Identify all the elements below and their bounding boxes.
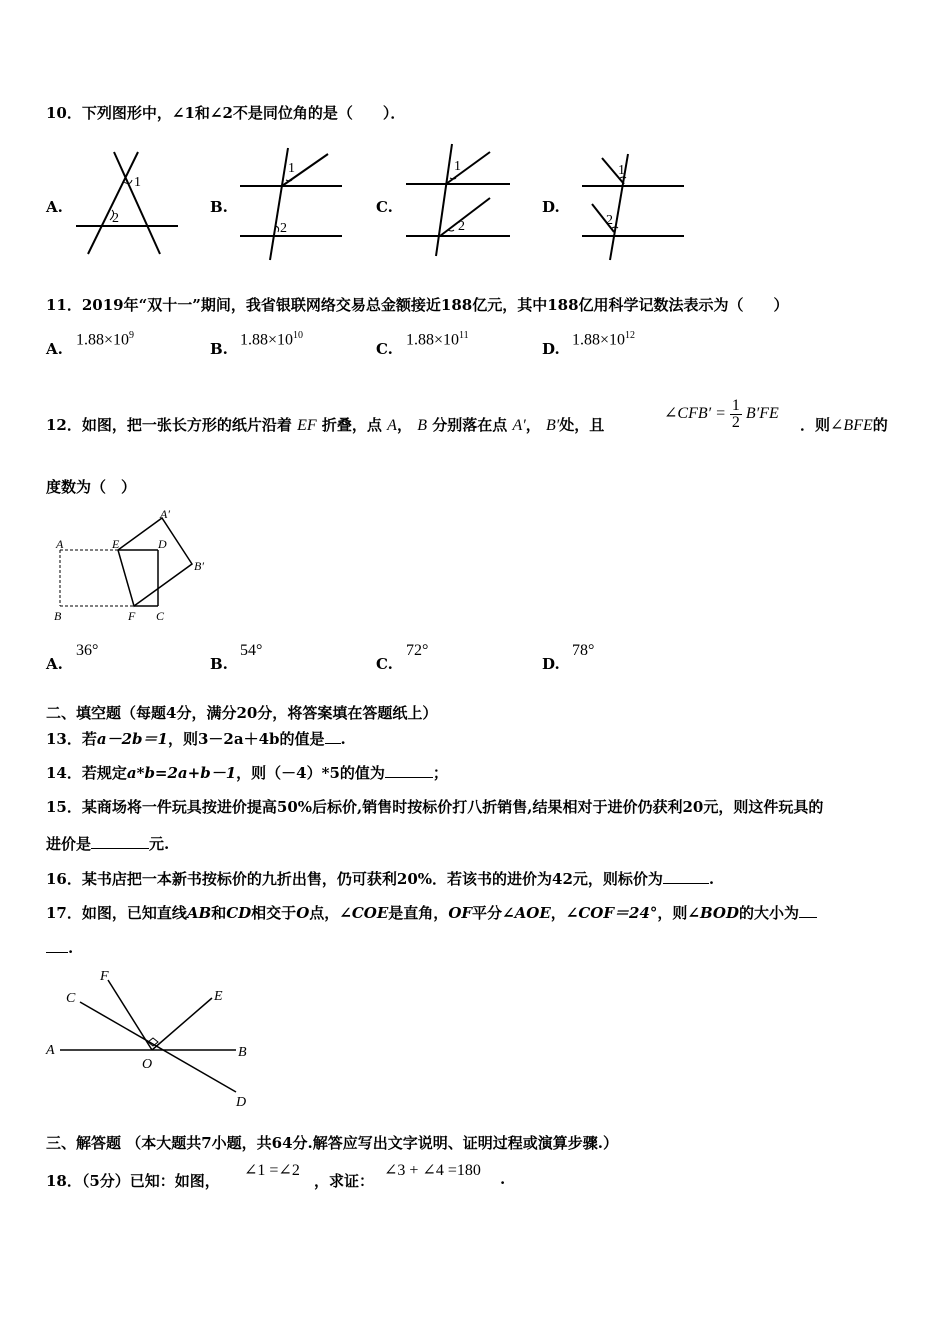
q12-option-c-value: 72° <box>406 642 429 659</box>
q12-option-c-label[interactable]: C. <box>376 655 393 673</box>
q12-fig-label-a-prime: A′ <box>160 507 170 521</box>
q10-option-a-label[interactable]: A. <box>46 198 63 216</box>
q11-option-b-label[interactable]: B. <box>210 340 228 358</box>
q12-ef: EF <box>297 417 317 434</box>
q12-stem-end: ．则∠BFE的 <box>800 416 888 434</box>
q10-c-angle2-label: 2 <box>458 219 465 234</box>
q12-stem-line2: 度数为（ ） <box>46 478 137 496</box>
q12-option-d-label[interactable]: D. <box>542 655 560 673</box>
q12-frac-numerator: 1 <box>731 397 740 414</box>
q17-fig-label-b: B <box>238 1045 247 1060</box>
q10-d-angle2-label: 2 <box>606 213 613 228</box>
q12-target-angle: ∠BFE <box>830 417 873 434</box>
q10-a-angle2-label: 2 <box>112 211 119 226</box>
q17-line2: . <box>46 938 73 957</box>
q11-text: 11．2019年“双十一”期间，我省银联网络交易总金额接近188亿元，其中188亿用科学记数法表示为（ ） <box>46 296 789 314</box>
q10-figure-c <box>402 140 514 260</box>
q15-line2: 进价是 元. <box>46 835 170 853</box>
q18-text-middle: ，求证： <box>314 1172 375 1190</box>
q18-text-start: 18．（5分）已知：如图， <box>46 1172 220 1190</box>
q17-fig-label-f: F <box>100 969 109 984</box>
q13-text: 13．若a－2b＝1，则3－2a＋4b的值是 . <box>46 730 346 748</box>
q12-point-a: A <box>387 417 397 434</box>
q18-given: ∠1 =∠2 <box>244 1162 300 1179</box>
q12-option-a-value: 36° <box>76 642 99 659</box>
q18-prove: ∠3 + ∠4 =180 <box>384 1162 481 1179</box>
q14-answer-blank[interactable] <box>385 763 433 778</box>
q17-fig-label-c: C <box>66 991 76 1006</box>
q10-option-b-label[interactable]: B. <box>210 198 228 216</box>
q12-option-b-value: 54° <box>240 642 263 659</box>
q12-option-b-label[interactable]: B. <box>210 655 228 673</box>
q14-definition: a*b=2a+b－1 <box>126 764 237 782</box>
q12-option-d-value: 78° <box>572 642 595 659</box>
q11-option-c-value: $1.88\times 10^{11}$ <box>406 330 469 349</box>
q13-answer-blank[interactable] <box>325 729 341 744</box>
q10-option-c-label[interactable]: C. <box>376 198 393 216</box>
q12-option-a-label[interactable]: A. <box>46 655 63 673</box>
q11-option-d-value: $1.88\times 10^{12}$ <box>572 330 636 349</box>
q17-answer-blank-part2[interactable] <box>46 938 68 953</box>
q13-expression: 3－2a＋4b <box>197 730 280 748</box>
q12-point-a-prime: A′ <box>512 417 526 434</box>
q10-text: 10．下列图形中，∠1和∠2不是同位角的是（ ）． <box>46 104 406 122</box>
q10-c-angle1-label: 1 <box>454 159 461 174</box>
q11-option-b-value: $1.88\times 10^{10}$ <box>240 330 304 349</box>
q14-text: 14．若规定a*b=2a+b－1，则（－4）*5的值为 ； <box>46 764 448 782</box>
q12-fig-label-b: B <box>54 609 62 623</box>
q10-figure-b <box>236 144 346 264</box>
q12-condition: ∠CFB′ = $\frac{1}{2}$ B′FE <box>664 397 779 431</box>
q18-text-end: . <box>500 1170 506 1188</box>
section-2-heading: 二、填空题（每题4分，满分20分，将答案填在答题纸上） <box>46 704 438 722</box>
q17-answer-blank-part1[interactable] <box>799 903 817 918</box>
q10-b-angle2-label: 2 <box>280 221 287 236</box>
q17-fig-label-e: E <box>214 989 223 1004</box>
q10-a-angle1-label: 1 <box>134 175 141 190</box>
q12-fig-label-a: A <box>56 537 64 551</box>
q11-option-a-value: $1.88\times 10^9$ <box>76 330 135 349</box>
q10-d-angle1-label: 1 <box>618 163 625 178</box>
q12-fig-label-c: C <box>156 609 165 623</box>
q10-option-d-label[interactable]: D. <box>542 198 560 216</box>
q10-figure-a <box>72 146 182 258</box>
q15-line1: 15．某商场将一件玩具按进价提高50%后标价,销售时按标价打八折销售,结果相对于进价仍获利20元，则这件玩具的 <box>46 798 824 816</box>
q12-fig-label-f: F <box>128 609 136 623</box>
q12-fig-label-d: D <box>158 537 167 551</box>
q12-frac-denominator: 2 <box>731 414 740 431</box>
q17-fig-label-o: O <box>142 1057 153 1072</box>
q11-option-c-label[interactable]: C. <box>376 340 393 358</box>
q10-b-angle1-label: 1 <box>288 161 295 176</box>
q17-text: 17．如图，已知直线AB和CD相交于O点，∠COE是直角，OF平分∠AOE，∠COF＝24°，则∠BOD的大小为 <box>46 902 817 923</box>
q12-point-b-prime: B′ <box>545 417 560 434</box>
q11-option-a-label[interactable]: A. <box>46 340 63 358</box>
q17-fig-label-a: A <box>46 1043 55 1058</box>
q13-equation: a－2b＝1 <box>96 730 168 748</box>
q15-answer-blank[interactable] <box>91 834 149 849</box>
q12-figure <box>50 506 220 628</box>
q10-figure-d <box>578 148 688 264</box>
q12-fig-label-b-prime: B′ <box>194 559 204 573</box>
q11-option-d-label[interactable]: D. <box>542 340 560 358</box>
q12-point-b: B <box>417 417 427 434</box>
q17-figure <box>40 962 260 1112</box>
q17-fig-label-d: D <box>236 1095 247 1110</box>
q16-answer-blank[interactable] <box>663 869 709 884</box>
q12-fig-label-e: E <box>112 537 120 551</box>
q12-stem-line1: 12．如图，把一张长方形的纸片沿着 EF 折叠，点 A， B 分别落在点 A′， B′处，且 <box>46 416 605 434</box>
q16-text: 16．某书店把一本新书按标价的九折出售，仍可获利20%．若该书的进价为42元，则标价为 . <box>46 870 715 888</box>
section-3-heading: 三、解答题 （本大题共7小题，共64分.解答应写出文字说明、证明过程或演算步骤.） <box>46 1134 618 1152</box>
